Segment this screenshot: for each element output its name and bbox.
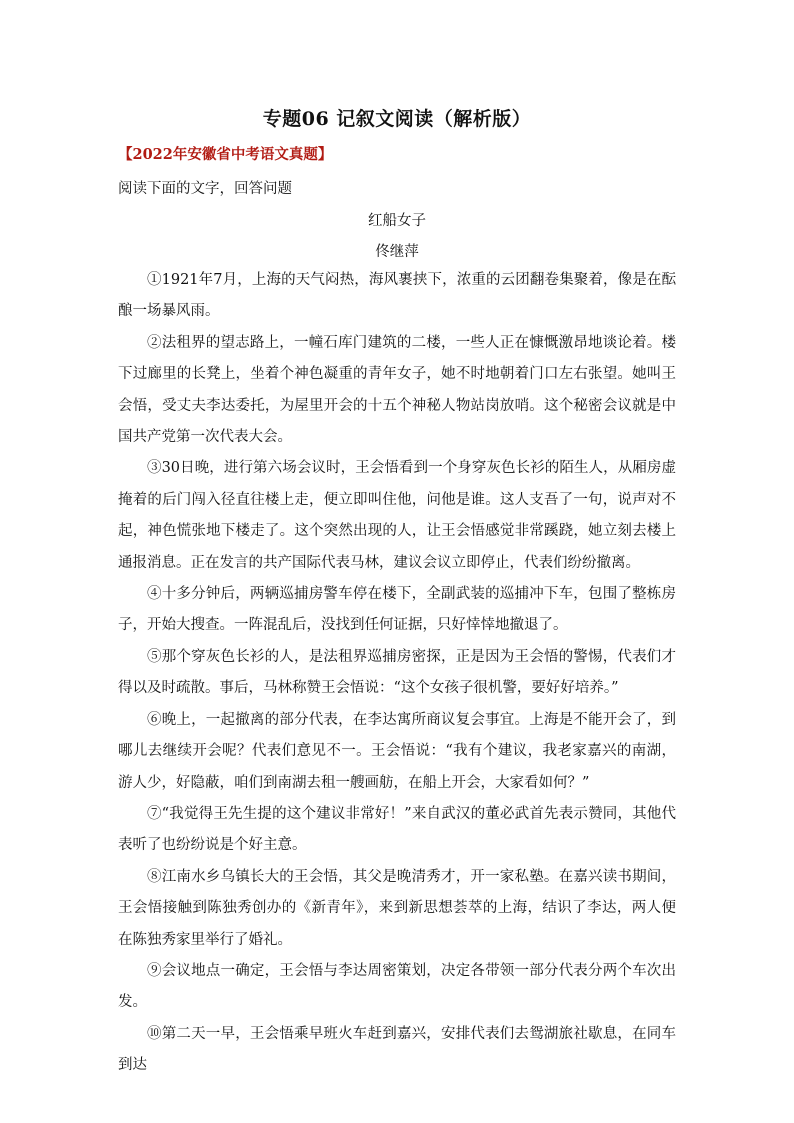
reading-instruction: 阅读下面的文字，回答问题 xyxy=(118,181,292,197)
paragraph-7: ⑦“我觉得王先生提的这个建议非常好！”来自武汉的董必武首先表示赞同，其他代表听了也纷纷说是个好主意。 xyxy=(118,805,676,854)
paragraph-8: ⑧江南水乡乌镇长大的王会悟，其父是晚清秀才，开一家私塾。在嘉兴读书期间，王会悟接触到陈独秀创办的《新青年》，来到新思想荟萃的上海，结识了李达，两人便在陈独秀家里举行了婚礼。 xyxy=(118,868,676,948)
paragraph-3: ③30日晚，进行第六场会议时，王会悟看到一个身穿灰色长衫的陌生人，从厢房虚掩着的后门闯入径直往楼上走，便立即叫住他，问他是谁。这人支吾了一句，说声对不起，神色慌张地下楼走了。这个突然出现的人，让王会悟感觉非常蹊跷，她立刻去楼上通报消息。正在发言的共产国际代表马林，建议会议立即停止，代表们纷纷撤离。 xyxy=(118,460,676,571)
page-title: 专题06 记叙文阅读（解析版） xyxy=(262,108,532,130)
paragraph-1: ①1921年7月，上海的天气闷热，海风裹挟下，浓重的云团翻卷集聚着，像是在酝酿一场暴风雨。 xyxy=(118,272,676,320)
story-author: 佟继萍 xyxy=(375,244,419,260)
paragraph-5: ⑤那个穿灰色长衫的人，是法租界巡捕房密探，正是因为王会悟的警惕，代表们才得以及时疏散。事后，马林称赞王会悟说：“这个女孩子很机警，要好好培养。” xyxy=(118,648,676,697)
paragraph-9: ⑨会议地点一确定，王会悟与李达周密策划，决定各带领一部分代表分两个车次出发。 xyxy=(118,962,676,1011)
paragraph-10: ⑩第二天一早，王会悟乘早班火车赶到嘉兴，安排代表们去鸳湖旅社歇息，在同车到达 xyxy=(118,1025,676,1074)
paragraph-2: ②法租界的望志路上，一幢石库门建筑的二楼，一些人正在慷慨激昂地谈论着。楼下过廊里的长凳上，坐着个神色凝重的青年女子，她不时地朝着门口左右张望。她叫王会悟，受丈夫李达委托，为屋里开会的十五个神秘人物站岗放哨。这个秘密会议就是中国共产党第一次代表大会。 xyxy=(118,334,676,446)
paragraph-4: ④十多分钟后，两辆巡捕房警车停在楼下，全副武装的巡捕冲下车，包围了整栋房子，开始大搜查。一阵混乱后，没找到任何证据，只好悻悻地撤退了。 xyxy=(118,586,676,634)
paragraph-6: ⑥晚上，一起撤离的部分代表，在李达寓所商议复会事宜。上海是不能开会了，到哪儿去继续开会呢？代表们意见不一。王会悟说：“我有个建议，我老家嘉兴的南湖，游人少，好隐蔽，咱们到南湖去租一艘画舫，在船上开会，大家看如何？” xyxy=(118,711,676,791)
exam-source-tag: 【2022年安徽省中考语文真题】 xyxy=(118,146,333,163)
story-title: 红船女子 xyxy=(368,213,426,229)
story-body xyxy=(118,265,676,1082)
